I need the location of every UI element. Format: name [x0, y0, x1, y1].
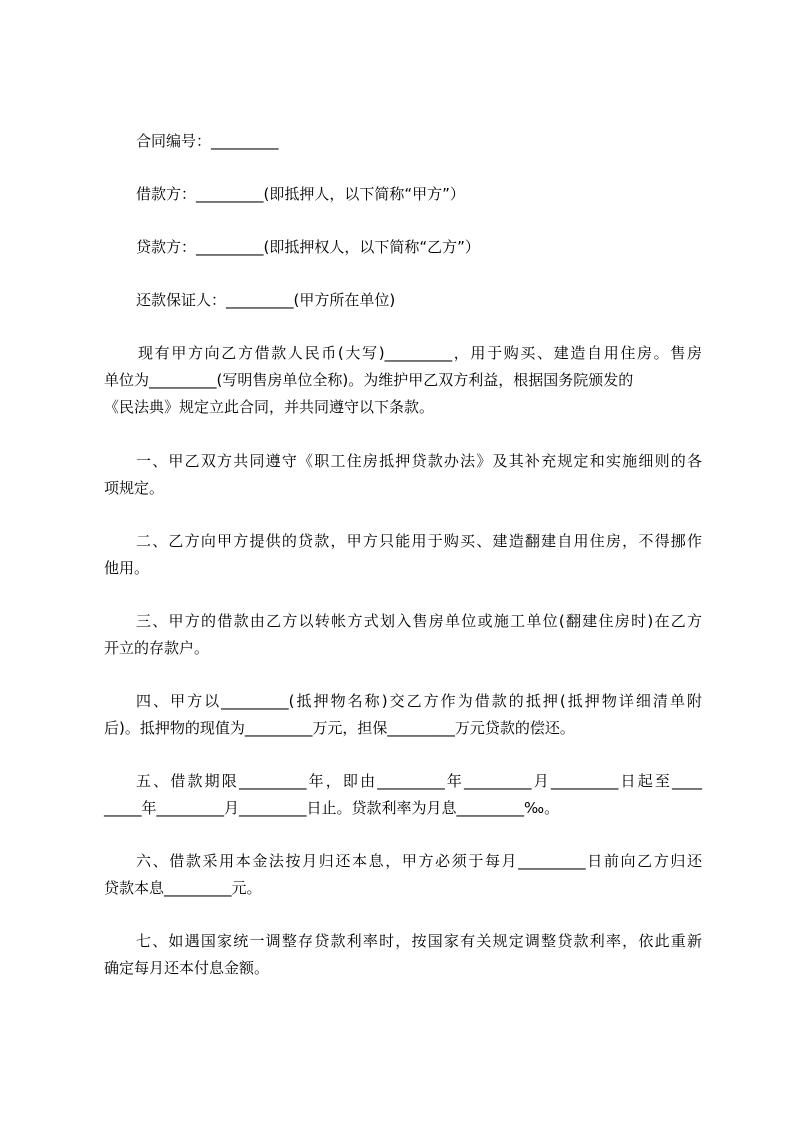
clause-row: _____年_________月_________日止。贷款利率为月息_________‰。 [104, 799, 560, 817]
preamble-paragraph [104, 343, 702, 417]
clause-row: 七、如遇国家统一调整存贷款利率时，按国家有关规定调整贷款利率，依此重新 [136, 932, 702, 950]
clause-row: 开立的存款户。 [104, 639, 210, 657]
clause-row: 确定每月还本付息金额。 [104, 959, 270, 977]
clause-4 [104, 691, 702, 738]
clause-6 [104, 851, 702, 898]
clause-row: 六、借款采用本金法按月归还本息，甲方必须于每月_________日前向乙方归还 [136, 852, 702, 870]
clause-row: 三、甲方的借款由乙方以转帐方式划入售房单位或施工单位(翻建住房时)在乙方 [136, 612, 702, 630]
clause-2 [104, 531, 702, 578]
clause-row: 五、借款期限_________年，即由_________年_________月_________日起至____ [136, 772, 702, 790]
clause-3 [104, 611, 702, 658]
lender-line: 贷款方：_________(即抵押权人，以下简称“乙方”） [136, 238, 480, 256]
clause-row: 一、甲乙双方共同遵守《职工住房抵押贷款办法》及其补充规定和实施细则的各 [136, 452, 702, 470]
clause-row: 他用。 [104, 559, 150, 577]
clause-5 [104, 771, 702, 818]
clause-row: 项规定。 [104, 479, 165, 497]
preamble-row: 《民法典》规定立此合同，并共同遵守以下条款。 [104, 398, 435, 416]
clause-row: 后)。抵押物的现值为_________万元，担保_________万元贷款的偿还。 [104, 719, 575, 737]
clause-1 [104, 451, 702, 498]
clause-row: 贷款本息_________元。 [104, 879, 262, 897]
borrower-line: 借款方：_________(即抵押人，以下简称“甲方”） [136, 185, 465, 203]
clause-row: 二、乙方向甲方提供的贷款，甲方只能用于购买、建造翻建自用住房，不得挪作 [136, 532, 702, 550]
preamble-row: 现有甲方向乙方借款人民币(大写)_________，用于购买、建造自用住房。售房 [138, 344, 702, 362]
clause-7 [104, 931, 702, 978]
guarantor-line: 还款保证人：_________(甲方所在单位) [136, 291, 396, 309]
contract-number-line: 合同编号：_________ [136, 132, 279, 150]
preamble-row: 单位为_________(写明售房单位全称)。为维护甲乙双方利益，根据国务院颁发的 [104, 371, 634, 389]
clause-row: 四、甲方以_________(抵押物名称)交乙方作为借款的抵押(抵押物详细清单附 [136, 692, 702, 710]
